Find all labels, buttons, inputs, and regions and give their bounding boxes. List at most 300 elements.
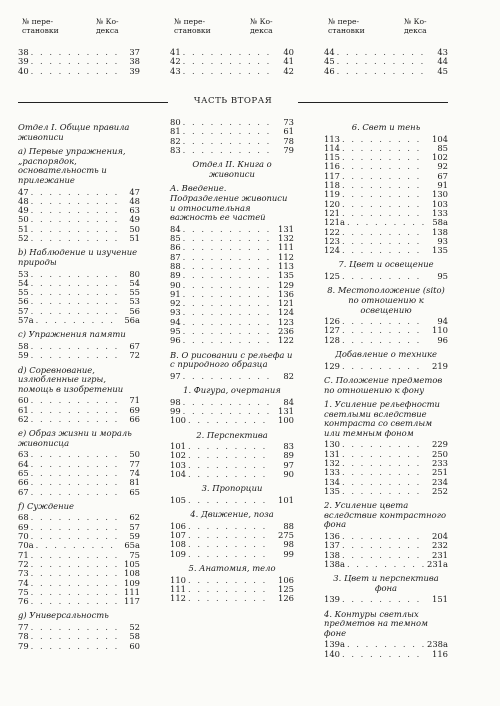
permutation-number: 110 [170,574,186,585]
permutation-number: 56 [18,296,29,307]
section-heading: 2. Усиление цвета вследствие контрастного фона [324,500,447,530]
dot-leader [29,279,118,288]
index-row [324,336,448,345]
permutation-number: 85 [170,233,181,244]
codex-number: 59 [129,531,140,542]
permutation-number: 39 [18,56,29,67]
dot-leader [340,362,426,371]
index-row [324,172,448,181]
index-row [324,478,448,487]
codex-number: 97 [283,459,294,470]
permutation-number: 130 [324,439,340,450]
codex-number: 43 [437,47,448,57]
permutation-number: 127 [324,325,340,336]
dot-leader [29,57,118,66]
permutation-number: 89 [170,270,181,281]
dot-leader [181,271,272,280]
dot-leader [29,225,118,234]
index-row [18,225,140,234]
codex-number: 102 [432,152,448,163]
index-row [18,560,140,569]
index-row [170,398,294,407]
dot-leader [186,531,272,540]
dot-leader [29,234,118,243]
codex-number: 73 [283,117,294,127]
index-row [324,362,448,371]
index-row [170,407,294,416]
codex-number: 72 [129,350,140,361]
top-rows [324,48,448,76]
codex-number: 83 [283,441,294,452]
section-heading: Отдел II. Книга о живописи [192,159,272,179]
index-row [18,469,140,478]
index-row [170,522,294,531]
codex-number: 69 [129,404,140,415]
permutation-number: 123 [324,235,340,246]
header-codex-label: № Ко- декса [404,17,427,35]
dot-leader [340,532,426,541]
codex-number: 138 [432,226,448,237]
index-row [18,342,140,351]
permutation-number: 47 [18,186,29,197]
column-2 [170,18,294,76]
permutation-number: 94 [170,316,181,327]
dot-leader [186,442,272,451]
index-row [170,531,294,540]
index-row [324,181,448,190]
dot-leader [181,281,272,290]
codex-number: 58a [432,217,448,228]
codex-number: 56 [129,305,140,316]
permutation-number: 77 [18,622,29,632]
dot-leader [340,595,426,604]
permutation-number: 117 [324,170,340,181]
section-heading: Добавление о технике [335,349,437,360]
codex-number: 65 [129,486,140,497]
permutation-number: 46 [324,65,335,76]
dot-leader [29,597,118,606]
dot-leader [186,470,272,479]
permutation-number: 104 [170,469,186,480]
codex-number: 60 [129,640,140,651]
codex-number: 50 [129,449,140,460]
codex-number: 63 [129,205,140,216]
permutation-number: 71 [18,549,29,560]
codex-number: 101 [278,494,294,505]
permutation-number: 95 [170,326,181,337]
permutation-number: 82 [170,135,181,146]
permutation-number: 116 [324,161,340,172]
index-row [324,468,448,477]
index-row [18,623,140,632]
codex-number: 44 [437,56,448,67]
index-row [18,513,140,522]
codex-number: 81 [129,477,140,488]
index-row [18,67,140,76]
index-row [170,336,294,345]
codex-number: 85 [437,142,448,153]
index-row [170,327,294,336]
index-row [324,67,448,76]
dot-leader [29,513,118,522]
codex-number: 50 [129,223,140,234]
dot-leader [340,237,426,246]
dot-leader [340,162,426,171]
index-row [170,470,294,479]
permutation-number: 73 [18,568,29,579]
header-codex-label: № Ко- декса [250,17,273,35]
codex-number: 109 [124,577,140,588]
permutation-number: 57a [18,315,34,326]
dot-leader [340,209,426,218]
column-header [18,18,140,48]
permutation-number: 97 [170,370,181,381]
column-1 [18,18,140,76]
permutation-number: 57 [18,305,29,316]
codex-number: 151 [432,594,448,605]
permutation-number: 59 [18,350,29,361]
permutation-number: 90 [170,279,181,290]
section-heading: 4. Контуры светлых предметов на темном фоне [324,608,428,638]
index-row [170,67,294,76]
permutation-number: 66 [18,477,29,488]
dot-leader [29,588,118,597]
permutation-number: 65 [18,467,29,478]
permutation-number: 101 [170,441,186,452]
codex-number: 37 [129,47,140,57]
dot-leader [335,48,426,57]
index-row [324,246,448,255]
index-row [18,396,140,405]
permutation-number: 80 [170,117,181,127]
codex-number: 238a [427,639,448,650]
index-row [170,308,294,317]
codex-number: 39 [129,65,140,76]
codex-number: 233 [432,458,448,469]
dot-leader [29,48,118,57]
permutation-number: 138 [324,549,340,560]
section-heading: f) Суждение [18,500,74,511]
dot-leader [29,297,118,306]
dot-leader [186,496,272,505]
index-row [18,632,140,641]
codex-number: 56a [124,315,140,326]
codex-number: 65a [124,540,140,551]
permutation-number: 84 [170,223,181,234]
index-row [170,262,294,271]
codex-number: 77 [129,458,140,469]
permutation-number: 108 [170,539,186,550]
dot-leader [340,135,426,144]
dot-leader [29,560,118,569]
codex-number: 78 [283,135,294,146]
dot-leader [186,550,272,559]
index-row [18,523,140,532]
codex-number: 94 [437,316,448,327]
codex-number: 116 [432,648,448,659]
dot-leader [340,650,426,659]
header-permutation-label: № пере- становки [22,17,59,35]
dot-leader [186,585,272,594]
index-row [18,307,140,316]
permutation-number: 62 [18,413,29,424]
codex-number: 132 [278,233,294,244]
index-row [18,488,140,497]
dot-leader [29,632,118,641]
section-heading: 7. Цвет и освещение [338,259,434,270]
permutation-number: 50 [18,214,29,225]
permutation-number: 134 [324,476,340,487]
dot-leader [29,642,118,651]
index-row [170,146,294,155]
permutation-number: 135 [324,485,340,496]
top-rows [18,48,140,76]
permutation-number: 67 [18,486,29,497]
index-row [170,234,294,243]
codex-number: 40 [283,47,294,57]
index-row [18,48,140,57]
dot-leader [181,253,272,262]
codex-number: 232 [432,540,448,551]
index-row [18,288,140,297]
top-rows [170,48,294,76]
codex-number: 251 [432,467,448,478]
permutation-number: 43 [170,65,181,76]
codex-number: 131 [278,223,294,234]
permutation-number: 126 [324,316,340,327]
dot-leader [181,118,272,127]
dot-leader [181,67,272,76]
codex-number: 75 [129,549,140,560]
section-heading: Отдел I. Общие правила живописи [18,122,130,142]
codex-number: 130 [432,189,448,200]
permutation-number: 74 [18,577,29,588]
permutation-number: 139a [324,639,345,650]
codex-number: 100 [278,415,294,426]
index-row [18,316,140,325]
codex-number: 126 [278,593,294,604]
codex-number: 106 [278,574,294,585]
dot-leader [340,459,426,468]
column-header [324,18,448,48]
permutation-number: 100 [170,415,186,426]
index-row [170,127,294,136]
section-heading: а) Первые упражнения, „распорядок, основательность и прилежание [18,146,126,185]
dot-leader [340,487,426,496]
codex-number: 54 [129,277,140,288]
permutation-number: 118 [324,180,340,191]
permutation-number: 113 [324,133,340,144]
codex-number: 61 [283,126,294,137]
dot-leader [29,551,118,560]
header-permutation-label: № пере- становки [328,17,365,35]
section-heading: е) Образ жизни и мораль живописца [18,428,132,448]
permutation-number: 38 [18,47,29,57]
codex-number: 80 [129,268,140,279]
index-row [324,153,448,162]
codex-number: 82 [283,370,294,381]
dot-leader [181,146,272,155]
index-row [324,541,448,550]
section-heading: 2. Перспектива [196,429,268,440]
dot-leader [345,218,426,227]
index-row [18,642,140,651]
header-permutation-label: № пере- становки [174,17,211,35]
codex-number: 122 [278,335,294,346]
dot-leader [340,181,426,190]
permutation-number: 83 [170,144,181,155]
permutation-number: 96 [170,335,181,346]
index-row [170,318,294,327]
codex-number: 42 [283,65,294,76]
dot-leader [29,523,118,532]
index-row [324,650,448,659]
permutation-number: 87 [170,251,181,262]
permutation-number: 64 [18,458,29,469]
index-column-2 [170,118,294,604]
index-row [18,197,140,206]
permutation-number: 107 [170,530,186,541]
permutation-number: 61 [18,404,29,415]
dot-leader [340,190,426,199]
permutation-number: 133 [324,467,340,478]
dot-leader [29,342,118,351]
dot-leader [340,200,426,209]
permutation-number: 63 [18,449,29,460]
dot-leader [181,407,272,416]
index-row [170,550,294,559]
permutation-number: 92 [170,298,181,309]
codex-number: 236 [278,326,294,337]
permutation-number: 112 [170,593,186,604]
column-header [170,18,294,48]
codex-number: 49 [129,214,140,225]
dot-leader [34,541,118,550]
index-row [324,57,448,66]
index-row [324,48,448,57]
dot-leader [29,270,118,279]
dot-leader [181,137,272,146]
permutation-number: 140 [324,648,340,659]
index-row [170,137,294,146]
section-heading: 1. Фигура, очертания [183,385,281,396]
codex-number: 38 [129,56,140,67]
dot-leader [29,396,118,405]
codex-number: 231 [432,549,448,560]
index-row [18,406,140,415]
section-heading: С. Положение предметов по отношению к фону [324,374,443,395]
dot-leader [29,450,118,459]
codex-number: 135 [278,270,294,281]
section-heading: В. О рисовании с рельефа и с природного образца [170,349,293,370]
permutation-number: 78 [18,631,29,642]
index-row [170,299,294,308]
dot-leader [340,272,426,281]
index-row [18,450,140,459]
index-row [324,560,448,569]
index-column-3 [324,118,448,659]
index-column-1 [18,118,140,651]
codex-number: 99 [283,548,294,559]
index-row [324,237,448,246]
index-row [170,290,294,299]
index-row [18,588,140,597]
dot-leader [340,440,426,449]
index-row [18,206,140,215]
permutation-number: 106 [170,520,186,531]
index-row [18,270,140,279]
codex-number: 229 [432,439,448,450]
header-codex-label: № Ко- декса [96,17,119,35]
index-row [324,162,448,171]
index-row [170,461,294,470]
permutation-number: 137 [324,540,340,551]
dot-leader [29,406,118,415]
dot-leader [181,299,272,308]
codex-number: 124 [278,307,294,318]
codex-number: 123 [278,316,294,327]
dot-leader [335,67,426,76]
dot-leader [181,243,272,252]
permutation-number: 102 [170,450,186,461]
index-row [170,451,294,460]
section-heading: 3. Пропорции [201,483,263,494]
codex-number: 74 [129,467,140,478]
dot-leader [29,569,118,578]
permutation-number: 58 [18,340,29,351]
index-row [324,228,448,237]
index-row [170,271,294,280]
section-heading: с) Упражнения памяти [18,329,126,340]
dot-leader [186,522,272,531]
index-row [18,57,140,66]
permutation-number: 124 [324,245,340,256]
permutation-number: 114 [324,142,340,153]
index-row [324,317,448,326]
index-row [170,372,294,381]
dot-leader [340,468,426,477]
section-heading: А. Введение. Подразделение живописи и относительная важность ее частей [170,183,288,223]
codex-number: 117 [124,596,140,607]
dot-leader [181,225,272,234]
codex-number: 110 [432,325,448,336]
permutation-number: 128 [324,334,340,345]
index-row [324,218,448,227]
section-heading: 4. Движение, поза [190,509,274,520]
dot-leader [181,234,272,243]
index-row [324,326,448,335]
index-row [18,597,140,606]
index-row [324,440,448,449]
codex-number: 57 [129,521,140,532]
codex-number: 89 [283,450,294,461]
index-row [18,460,140,469]
index-row [18,532,140,541]
dot-leader [340,317,426,326]
index-row [18,551,140,560]
codex-number: 47 [129,186,140,197]
index-row [170,540,294,549]
codex-number: 48 [129,195,140,206]
codex-number: 84 [283,396,294,407]
dot-leader [181,262,272,271]
index-row [170,594,294,603]
codex-number: 93 [437,235,448,246]
permutation-number: 99 [170,405,181,416]
codex-number: 66 [129,413,140,424]
permutation-number: 54 [18,277,29,288]
dot-leader [186,461,272,470]
